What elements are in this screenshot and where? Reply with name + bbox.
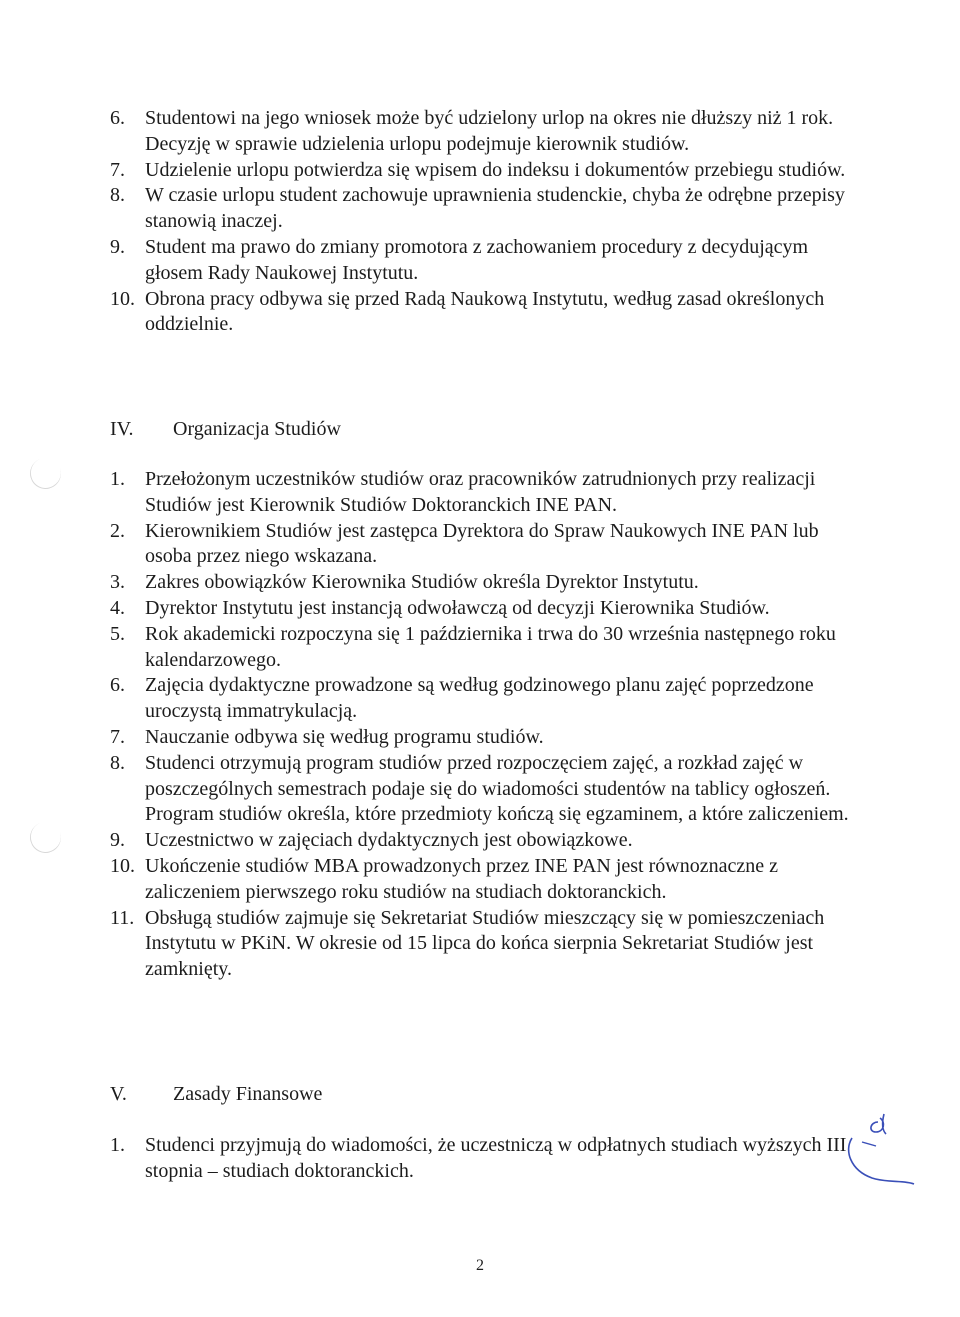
item-text: Studentowi na jego wniosek może być udzielony urlop na okres nie dłuższy niż 1 rok. Decyzję w sprawie udzielenia urlopu podejmuje kierownik studiów. [145, 107, 834, 155]
item-number: 1. [110, 468, 125, 490]
list-item [0, 725, 960, 751]
item-number: 6. [110, 107, 125, 129]
list-item [0, 158, 960, 184]
section-iv-list [0, 467, 960, 983]
section-v-heading [110, 1081, 322, 1107]
item-number: 11. [110, 906, 135, 929]
section-number: IV. [110, 418, 134, 440]
item-number: 8. [110, 184, 125, 207]
section-iii-list [0, 106, 960, 338]
item-text: Uczestnictwo w zajęciach dydaktycznych jest obowiązkowe. [145, 829, 633, 852]
signature-initials-icon [832, 1108, 922, 1188]
list-item [0, 906, 960, 983]
item-number: 10. [110, 854, 135, 877]
item-text: Studenci otrzymują program studiów przed rozpoczęciem zajęć, a rozkład zajęć w poszczególnych semestrach podaje się do wiadomości studentów na tablicy ogłoszeń. Program studiów określa, które przedmioty kończą się egzaminem, a które zaliczeniem. [145, 751, 849, 826]
page-number: 2 [476, 1257, 484, 1274]
item-text: Student ma prawo do zmiany promotora z zachowaniem procedury z decydującym głosem Rady Naukowej Instytutu. [145, 235, 809, 284]
item-text: Dyrektor Instytutu jest instancją odwoławczą od decyzji Kierownika Studiów. [145, 596, 770, 619]
list-item [0, 467, 960, 519]
list-item [0, 570, 960, 596]
list-item [0, 1133, 960, 1185]
item-number: 5. [110, 622, 125, 645]
item-text: Obsługą studiów zajmuje się Sekretariat Studiów mieszczący się w pomieszczeniach Instytutu w PKiN. W okresie od 15 lipca do końca sierpnia Sekretariat Studiów jest zamknięty. [145, 906, 825, 981]
list-item [0, 596, 960, 622]
section-v-list [0, 1133, 960, 1185]
list-item [0, 854, 960, 906]
list-item [0, 287, 960, 339]
item-number: 9. [110, 235, 125, 258]
section-title: Organizacja Studiów [173, 418, 341, 440]
item-number: 7. [110, 725, 125, 748]
item-text: Kierownikiem Studiów jest zastępca Dyrektora do Spraw Naukowych INE PAN lub osoba przez niego wskazana. [145, 519, 819, 568]
item-number: 9. [110, 829, 125, 852]
item-number: 7. [110, 158, 125, 181]
section-number: V. [110, 1083, 127, 1105]
item-number: 4. [110, 596, 125, 619]
item-number: 2. [110, 519, 125, 542]
list-item [0, 183, 960, 235]
item-text: Zajęcia dydaktyczne prowadzone są według godzinowego planu zajęć poprzedzone uroczystą immatrykulacją. [145, 674, 814, 723]
item-text: W czasie urlopu student zachowuje uprawnienia studenckie, chyba że odrębne przepisy stanowią inaczej. [145, 184, 845, 233]
list-item [0, 622, 960, 674]
list-item [0, 751, 960, 828]
section-iv-heading [110, 416, 341, 442]
item-text: Nauczanie odbywa się według programu studiów. [145, 725, 544, 748]
item-number: 3. [110, 571, 125, 594]
item-text: Przełożonym uczestników studiów oraz pracowników zatrudnionych przy realizacji Studiów jest Kierownik Studiów Doktoranckich INE PAN. [145, 468, 816, 516]
item-number: 1. [110, 1134, 125, 1156]
item-text: Studenci przyjmują do wiadomości, że uczestniczą w odpłatnych studiach wyższych III stopnia – studiach doktoranckich. [145, 1134, 847, 1182]
item-text: Ukończenie studiów MBA prowadzonych przez INE PAN jest równoznaczne z zaliczeniem pierwszego roku studiów na studiach doktoranckich. [145, 854, 778, 903]
item-text: Zakres obowiązków Kierownika Studiów określa Dyrektor Instytutu. [145, 571, 699, 594]
item-number: 8. [110, 751, 125, 774]
list-item [0, 106, 960, 158]
section-title: Zasady Finansowe [173, 1083, 323, 1105]
item-text: Udzielenie urlopu potwierdza się wpisem do indeksu i dokumentów przebiegu studiów. [145, 158, 846, 181]
list-item [0, 828, 960, 854]
list-item [0, 673, 960, 725]
item-text: Rok akademicki rozpoczyna się 1 października i trwa do 30 września następnego roku kalendarzowego. [145, 622, 836, 671]
item-number: 6. [110, 674, 125, 697]
list-item [0, 519, 960, 571]
item-number: 10. [110, 287, 135, 310]
list-item [0, 235, 960, 287]
item-text: Obrona pracy odbywa się przed Radą Naukową Instytutu, według zasad określonych oddzielnie. [145, 287, 825, 336]
